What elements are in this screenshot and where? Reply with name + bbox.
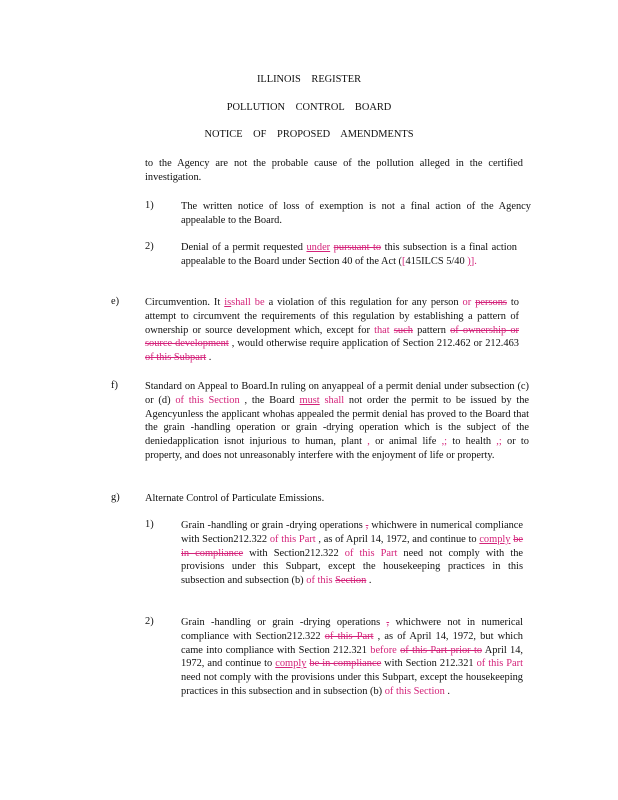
deleted-text: of this Subpart [145,352,207,364]
circumvention-paragraph [145,296,519,365]
inserted-text: shall be [231,297,265,308]
text-run: April 14, 1972, and continue to [181,644,524,670]
text-run: pattern [412,324,451,336]
text-run: The written notice of loss of exemption is not a final action of the Agency appealable to the Board. [181,201,531,226]
underlined-insertion: is [224,297,232,308]
text-run: to health [447,436,497,448]
inserted-text: , [367,436,370,448]
inserted-text: shall [324,394,345,406]
deleted-text: Section [335,575,367,587]
underlined-insertion: ) [467,255,471,267]
inserted-text: ,; [496,436,502,448]
deleted-text: , [365,520,369,531]
alternate-control-heading [145,492,525,506]
item-label-2: 2) [145,241,154,252]
inserted-text: of this Part [269,533,316,545]
inserted-text: of this Section [384,685,445,697]
text-run: to attempt to circumvent the requirements of this regulation by establishing a pattern of ownership or source development which, except for [145,297,519,336]
text-run: not order the permit to be issued by the Agencyunless the applicant whohas appealed the permit denial has proved to the Board that the grain -handling operation or grain -drying operation which is the subject of the deniedapplication isnot injurious to human, plant [145,394,530,448]
text-run: Circumvention. It [145,297,225,308]
item-2-paragraph [181,241,517,269]
text-run: . [444,685,450,697]
underlined-insertion: [ [402,255,406,267]
appeal-standard-paragraph [145,380,529,463]
text-run: , as of April 14, 1972, and continue to [315,533,480,545]
register-title: ILLINOIS REGISTER [256,74,362,85]
section-label-e: e) [111,296,120,307]
text-run: 415ILCS 5/40 [405,255,468,267]
text-run: Standard on Appeal to Board.In ruling on anyappeal of a permit denial under subsection (c) or (d) [145,381,529,406]
text-run: Grain -handling or grain -drying operations [181,520,366,531]
inserted-text: of this Part [476,658,523,670]
deleted-text: persons [475,297,507,308]
text-run: . [206,352,212,364]
text-run: need not comply with the provisions under this Subpart, except the housekeeping practices in this subsection and subsection (b) [181,547,524,587]
inserted-text: of this [306,575,333,587]
section-label-f: f) [111,380,118,391]
deleted-text: of this Part [324,630,374,642]
deleted-text: , [386,617,390,628]
item-label-g2: 2) [145,616,154,627]
underlined-insertion: under [306,242,331,253]
text-run: . [366,575,372,587]
inserted-text: of this Section [175,394,240,406]
deleted-text: be in compliance [181,533,524,559]
inserted-text: that [374,324,390,336]
item-label-1: 1) [145,200,154,211]
text-run: , as of April 14, 1972, but which came into compliance with Section 212.321 [181,630,524,656]
deleted-text: such [393,324,413,336]
text-run: , the Board [239,394,300,406]
text-run: with Section212.322 [243,547,345,559]
deleted-text: be in compliance [309,658,382,670]
board-title: POLLUTION CONTROL BOARD [226,102,392,113]
item-1-paragraph [181,200,531,228]
text-run: a violation of this regulation for any person [264,297,463,308]
text-run: need not comply with the provisions under this Subpart, except the housekeeping practices in this subsection and in subsection (b) [181,672,523,697]
deleted-text: of this Part prior to [400,644,483,656]
section-label-g: g) [111,492,120,503]
deleted-text: of ownership or source development [145,324,519,350]
inserted-text: ,; [441,436,448,448]
grain-noncompliant-paragraph [181,616,523,699]
inserted-text: ]. [470,255,477,267]
grain-compliant-paragraph [181,519,523,588]
text-run: or animal life [369,436,442,448]
text-run: or to property, and does not unreasonably interfere with the enjoyment of life or property. [145,436,530,461]
inserted-text: of this Part [344,547,398,559]
continuation-paragraph [145,157,523,185]
text-run: with Section 212.321 [381,658,477,670]
text-run: whichwere not in numerical compliance with Section212.322 [181,617,523,642]
underlined-insertion: must [299,394,320,406]
text-run: Denial of a permit requested [181,242,307,253]
text-run: to the Agency are not the probable cause of the pollution alleged in the certified investigation. [145,158,523,183]
text-run: Grain -handling or grain -drying operations [181,617,387,628]
notice-title: NOTICE OF PROPOSED AMENDMENTS [204,129,414,140]
inserted-text: or [462,297,472,308]
item-label-g1: 1) [145,519,154,530]
underlined-insertion: comply [275,658,307,670]
deleted-text: pursuant to [333,242,382,253]
text-run: , would otherwise require application of Section 212.462 or 212.463 [228,338,519,350]
inserted-text: before [370,644,397,656]
text-run: Alternate Control of Particulate Emissions. [145,493,325,504]
underlined-insertion: comply [479,533,511,545]
text-run: this subsection is a final action appealable to the Board under Section 40 of the Act ( [181,242,518,267]
text-run: whichwere in numerical compliance with Section212.322 [181,520,523,545]
